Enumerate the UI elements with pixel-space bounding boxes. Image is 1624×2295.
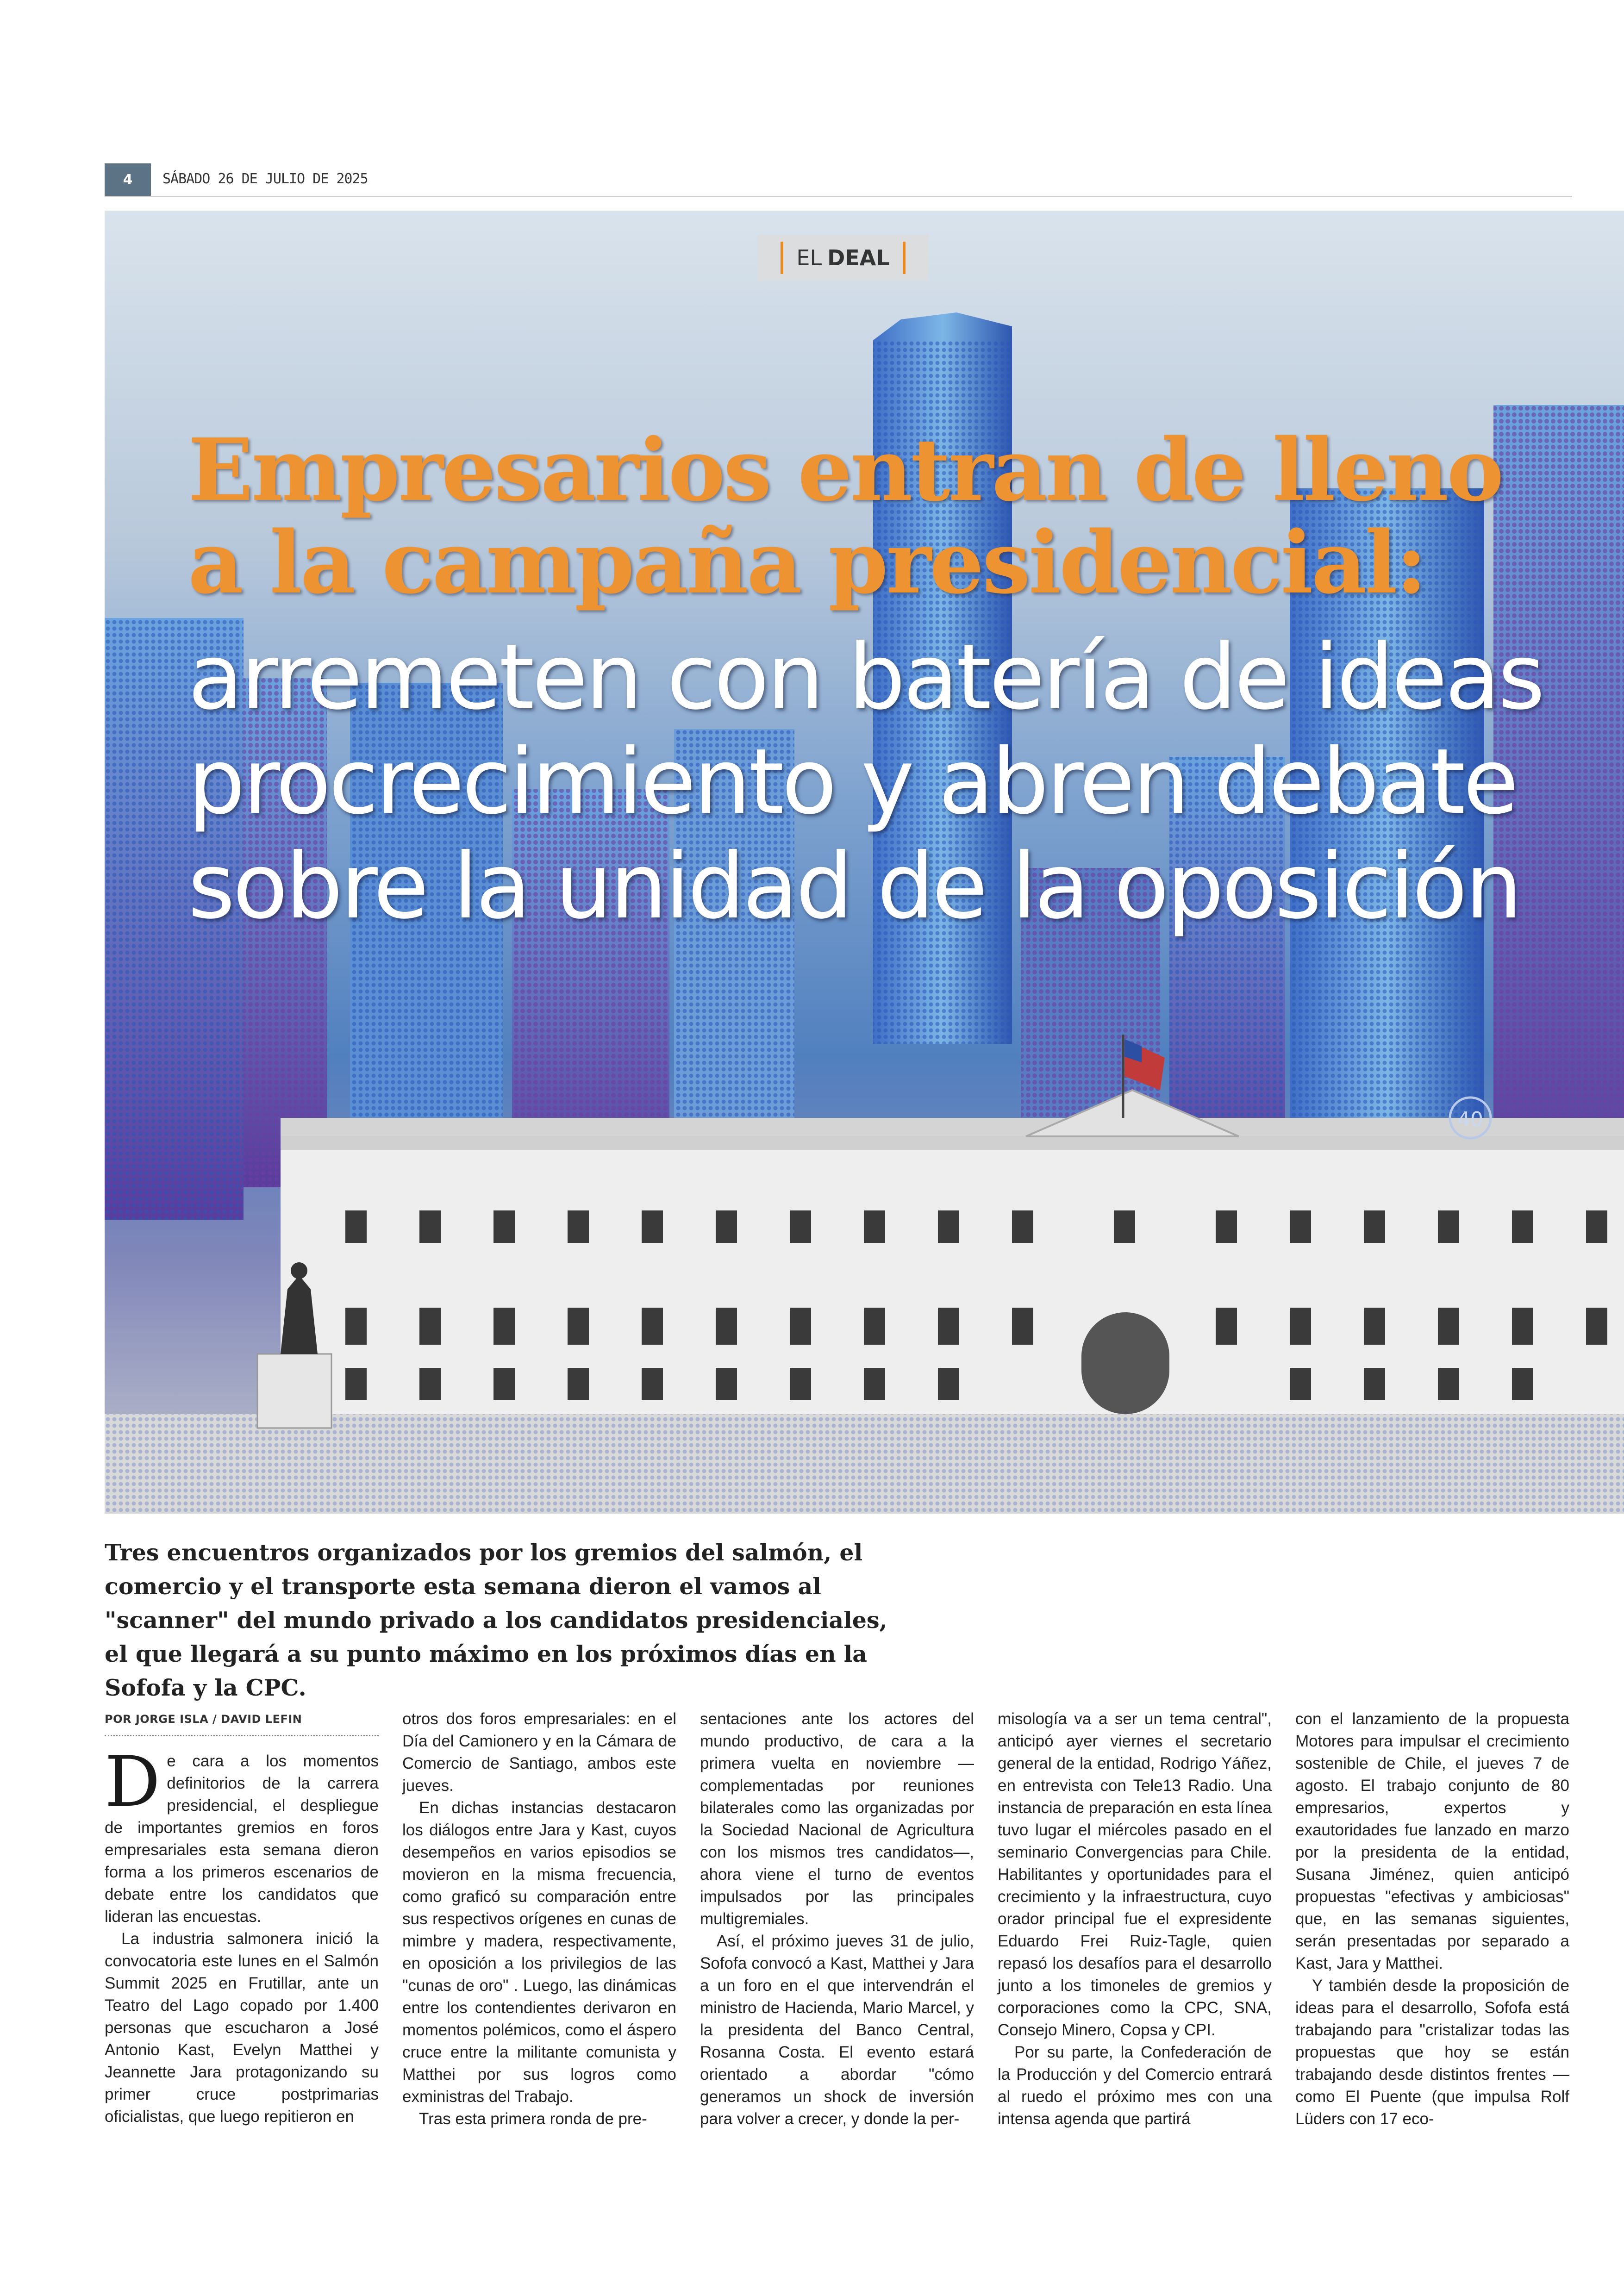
hero-image — [105, 211, 1624, 1514]
article-lede: Tres encuentros organizados por los gremios del salmón, el comercio y el transporte esta semana dieron el vamos al "scanner" del mundo privado a los candidatos presidenciales, el que llegará a su punto máximo en los próximos días en la Sofofa y la CPC. — [105, 1539, 887, 1701]
headline-main — [188, 419, 1577, 613]
article-paragraph: misología va a ser un tema central", anticipó ayer viernes el secretario general de la entidad, Rodrigo Yáñez, en entrevista con Tele13 Radio. Una instancia de preparación en esta línea tuvo lugar el miércoles pasado en el seminario Convergencias para Chile. Habilitantes y oportunidades para el crecimiento y la infraestructura, cuyo orador principal fue el expresidente Eduardo Frei Ruiz-Tagle, quien repasó los desafíos para el desarrollo junto a los timoneles de gremios y corporaciones como la CPC, SNA, Consejo Minero, Copsa y CPI. — [998, 1710, 1272, 2039]
article-paragraph: otros dos foros empresariales: en el Día del Camionero y en la Cámara de Comercio de Santiago, ambos este jueves. — [402, 1710, 676, 1795]
article-column-5 — [1295, 1708, 1569, 2130]
headline-main-line-1: Empresarios entran de lleno — [188, 419, 1502, 520]
article-column-4 — [998, 1708, 1272, 2130]
headline-secondary-line-3: sobre la unidad de la oposición — [188, 834, 1520, 939]
issue-date: SÁBADO 26 DE JULIO DE 2025 — [162, 171, 368, 187]
article-paragraph: Tras esta primera ronda de pre- — [419, 2110, 647, 2128]
section-name: DEAL — [827, 245, 890, 270]
headline-secondary-line-2: procrecimiento y abren debate — [188, 729, 1517, 834]
section-prefix: EL — [796, 245, 822, 270]
article-column-1 — [105, 1708, 379, 2128]
article-paragraph: sentaciones ante los actores del mundo productivo, de cara a la primera vuelta en noviembre — complementadas por reuniones bilaterales como las organizadas por la Sociedad Nacional de Agricultura con los mismos tres candidatos—, ahora viene el turno de eventos impulsados por las principales multigremiales. — [700, 1710, 974, 1928]
article-paragraph: En dichas instancias destacaron los diálogos entre Jara y Kast, cuyos desempeños en varios episodios se movieron en la misma frecuencia, como graficó su comparación entre sus respectivos orígenes en cunas de mimbre y madera, respectivamente, en oposición a los privilegios de las "cunas de oro" . Luego, las dinámicas entre los contendientes derivaron en momentos polémicos, como el áspero cruce entre la militante comunista y Matthei por sus logros como exministras del Trabajo. — [402, 1799, 676, 2106]
building-sign-number: 40 — [1457, 1108, 1483, 1131]
article-paragraph: La industria salmonera inició la convocatoria este lunes en el Salmón Summit 2025 en Frutillar, ante un Teatro del Lago copado por 1.400 personas que escucharon a José Antonio Kast, Evelyn Matthei y Jeannette Jara protagonizando su primer cruce postprimarias oficialistas, que luego repitieron en — [105, 1930, 379, 2126]
article-body — [105, 1708, 1618, 2157]
byline: POR JORGE ISLA / DAVID LEFIN — [105, 1708, 379, 1736]
section-tag — [757, 235, 929, 281]
article-column-2 — [402, 1708, 676, 2130]
page-number: 4 — [105, 163, 151, 196]
article-paragraph: Así, el próximo jueves 31 de julio, Sofofa convocó a Kast, Matthei y Jara a un foro en el que intervendrán el ministro de Hacienda, Mario Marcel, y la presidenta del Banco Central, Rosanna Costa. El evento estará orientado a abordar "cómo generamos un shock de inversión para volver a crecer, y donde la per- — [700, 1932, 974, 2128]
article-paragraph: Por su parte, la Confederación de la Producción y del Comercio entrará al ruedo el próximo mes con una intensa agenda que partirá — [998, 2043, 1272, 2128]
article-column-3 — [700, 1708, 974, 2130]
article-paragraph: con el lanzamiento de la propuesta Motores para impulsar el crecimiento sostenible de Chile, el jueves 7 de agosto. El trabajo conjunto de 80 empresarios, expertos y exautoridades fue lanzado en marzo por la presidenta de la entidad, Susana Jiménez, quien anticipó propuestas "efectivas y ambiciosas" que, en las semanas siguientes, serán presentadas por separado a Kast, Jara y Matthei. — [1295, 1710, 1569, 1972]
drop-cap: D — [105, 1742, 161, 1822]
page-header — [105, 163, 1572, 197]
headline-main-line-2: a la campaña presidencial: — [188, 512, 1425, 613]
headline-secondary-line-1: arremeten con batería de ideas — [188, 624, 1543, 730]
article-paragraph: De cara a los momentos definitorios de la carrera presidencial, el despliegue de importantes gremios en foros empresariales esta semana dieron forma a los primeros escenarios de debate entre los candidatos que lideran las encuestas. — [105, 1742, 379, 1926]
article-paragraph: Y también desde la proposición de ideas para el desarrollo, Sofofa está trabajando para "cristalizar todas las propuestas que hoy se están trabajando desde distintos frentes —como El Puente (que impulsa Rolf Lüders con 17 eco- — [1295, 1977, 1569, 2128]
headline-secondary — [188, 625, 1600, 939]
section-tag-left-bar — [781, 242, 783, 274]
section-tag-right-bar — [903, 242, 906, 274]
